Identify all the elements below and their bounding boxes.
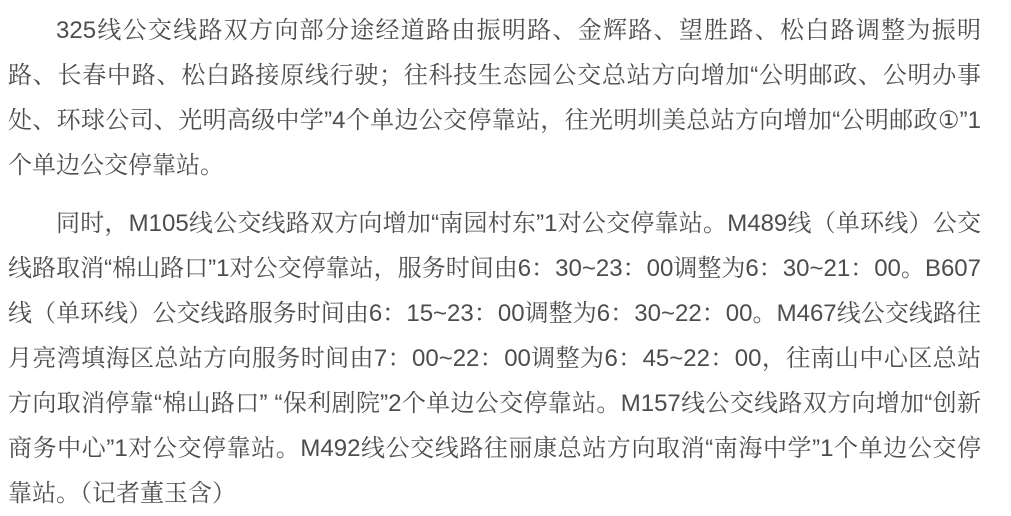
paragraph-route-325: 325线公交线路双方向部分途经道路由振明路、金辉路、望胜路、松白路调整为振明路、长春中路、松白路接原线行驶；往科技生态园公交总站方向增加“公明邮政、公明办事处、环球公司、光明高级中学”4个单边公交停靠站，往光明圳美总站方向增加“公明邮政①”1个单边公交停靠站。 [8, 17, 981, 179]
paragraph-other-routes: 同时，M105线公交线路双方向增加“南园村东”1对公交停靠站。M489线（单环线）公交线路取消“棉山路口”1对公交停靠站，服务时间由6：30~23：00调整为6：30~21：00。B607线（单环线）公交线路服务时间由6：15~23：00调整为6：30~22：00。M467线公交线路往月亮湾填海区总站方向服务时间由7：00~22：00调整为6：45~22：00，往南山中心区总站方向取消停靠“棉山路口” “保利剧院”2个单边公交停靠站。M157线公交线路双方向增加“创新商务中心”1对公交停靠站。M492线公交线路往丽康总站方向取消“南海中学”1个单边公交停靠站。（记者董玉含） [8, 210, 981, 507]
